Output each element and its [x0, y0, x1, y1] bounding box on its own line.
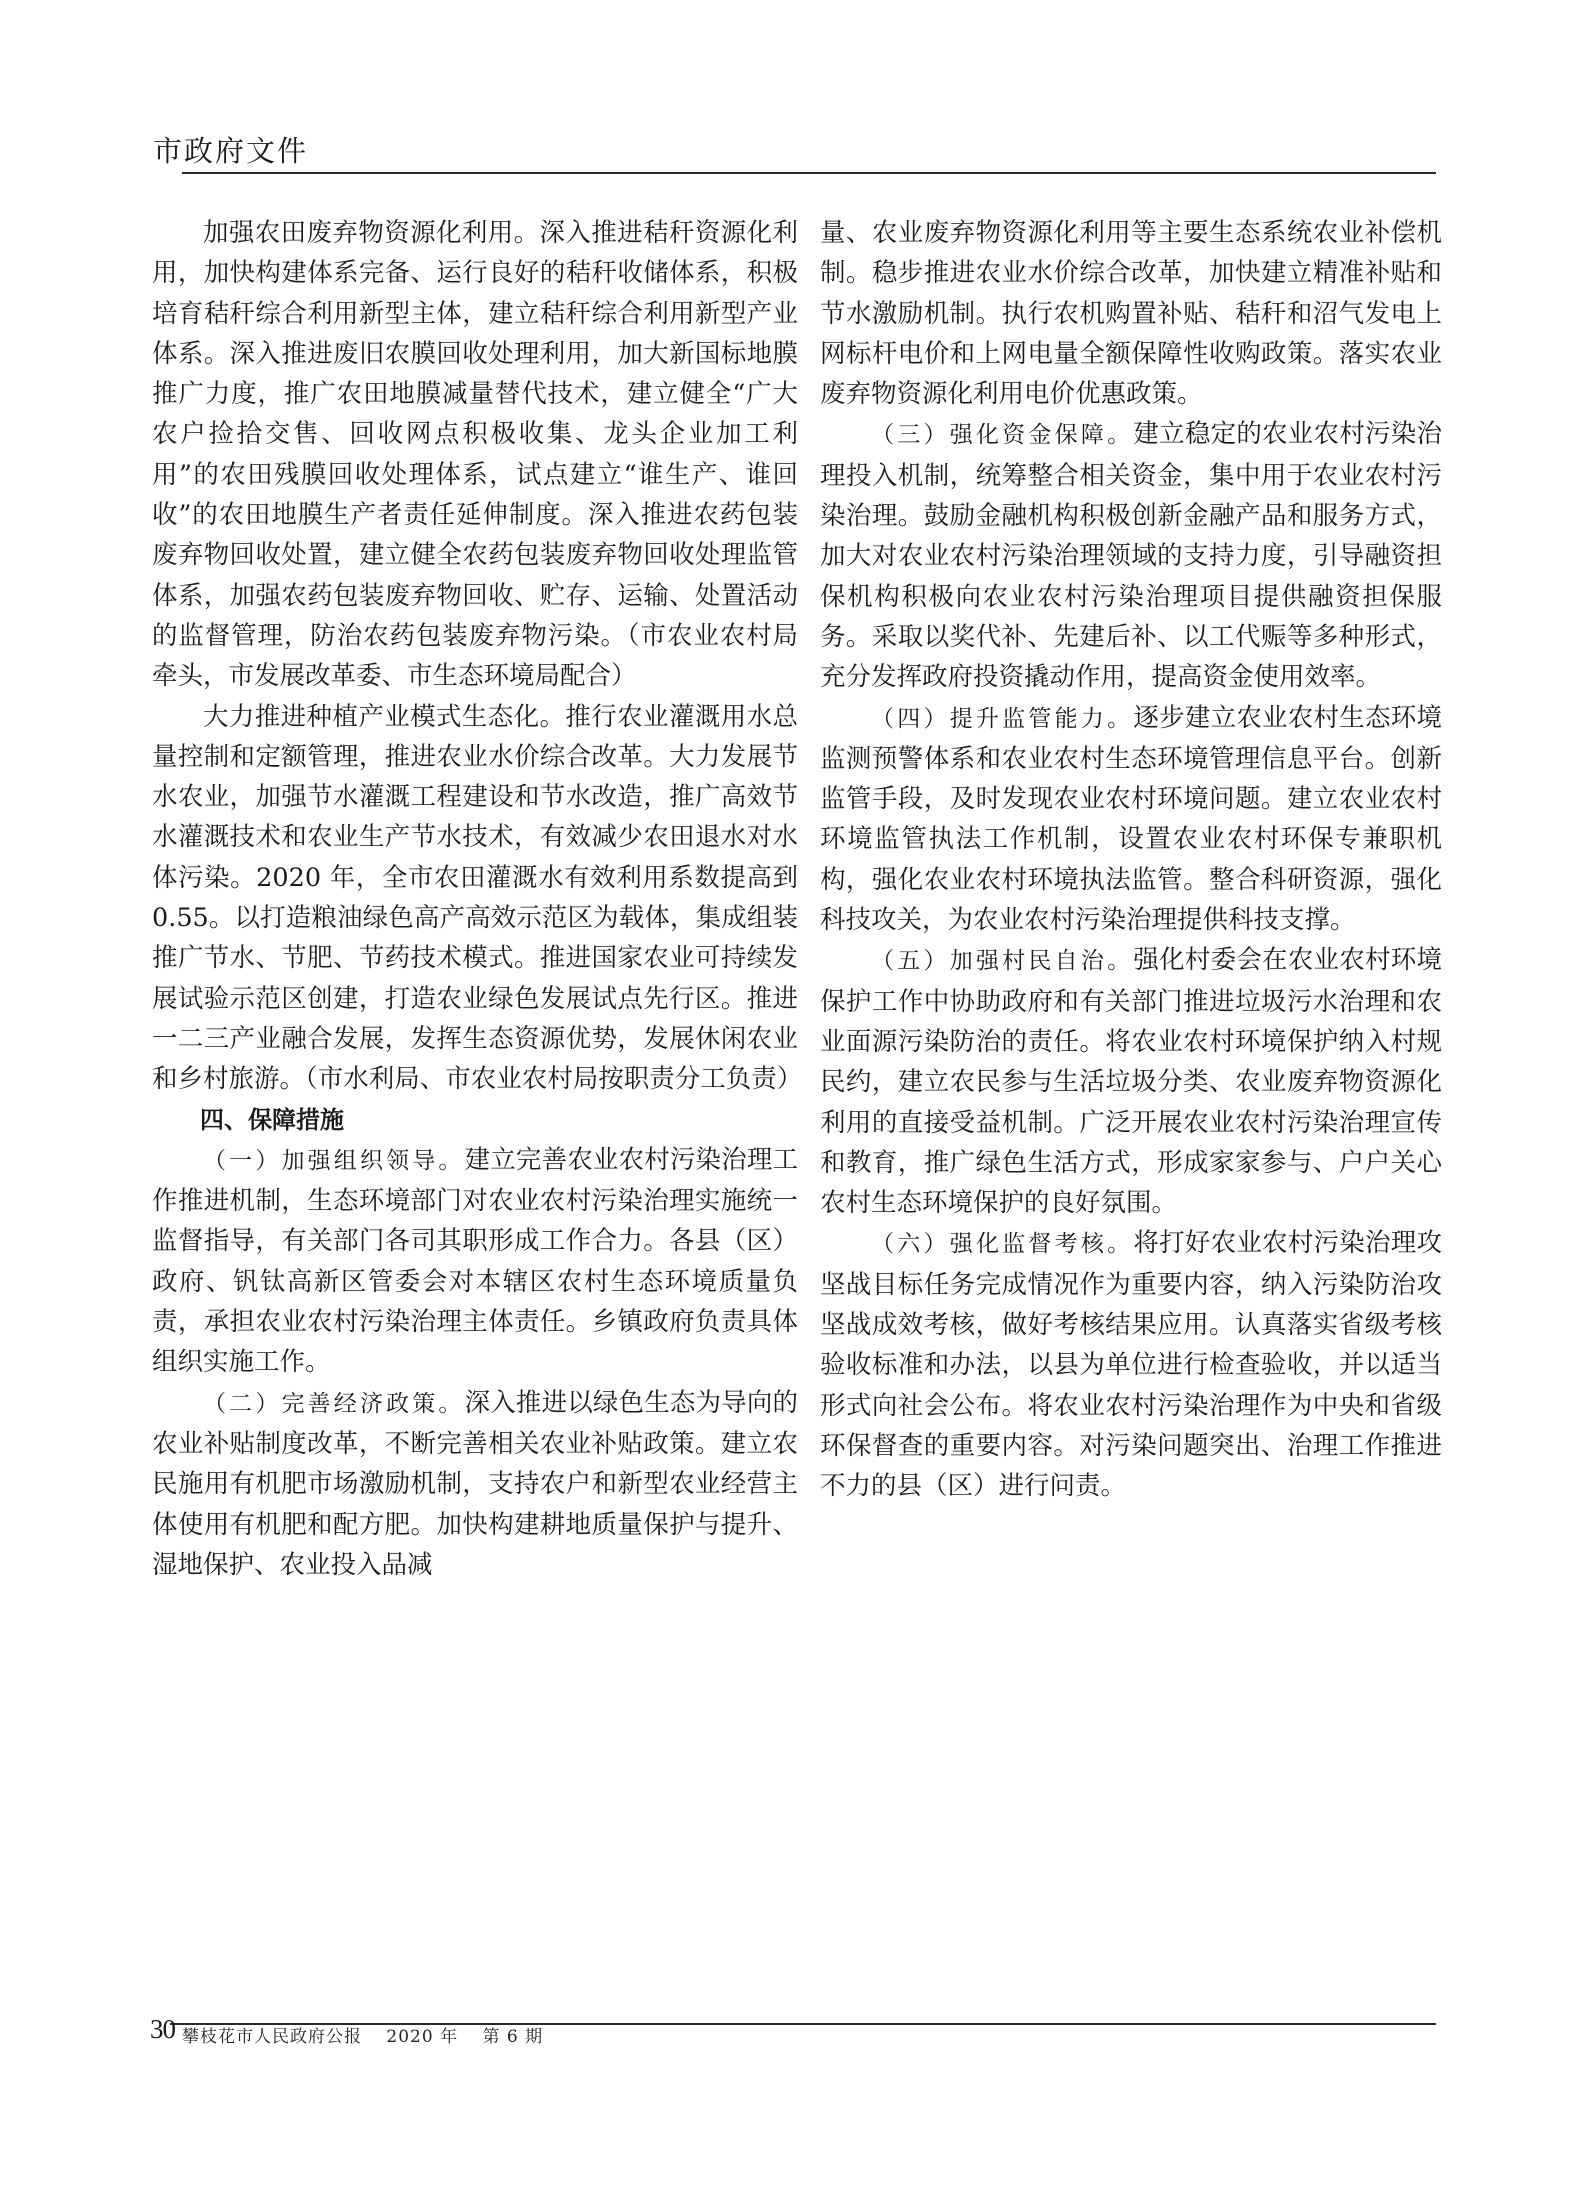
publication-name: 攀枝花市人民政府公报: [182, 2027, 362, 2047]
paragraph-farm-waste: 加强农田废弃物资源化利用。深入推进秸秆资源化利用，加快构建体系完备、运行良好的秸秆收储体系，积极培育秸秆综合利用新型主体，建立秸秆综合利用新型产业体系。深入推进废旧农膜回收处理利用，加大新国标地膜推广力度，推广农田地膜减量替代技术，建立健全“广大农户捡拾交售、回收网点积极收集、龙头企业加工利用”的农田残膜回收处理体系，试点建立“谁生产、谁回收”的农田地膜生产者责任延伸制度。深入推进农药包装废弃物回收处置，建立健全农药包装废弃物回收处理监管体系，加强农药包装废弃物回收、贮存、运输、处置活动的监督管理，防治农药包装废弃物污染。（市农业农村局牵头，市发展改革委、市生态环境局配合）: [152, 218, 798, 692]
right-column: [820, 213, 1442, 1507]
section-heading-safeguards: 四、保障措施: [200, 1105, 344, 1134]
measure-1: [152, 1140, 798, 1383]
measure-3: [820, 414, 1442, 697]
running-head-section-title: 市政府文件: [153, 134, 309, 168]
paragraph-planting-ecology: 大力推进种植产业模式生态化。推行农业灌溉用水总量控制和定额管理，推进农业水价综合改革。大力发展节水农业，加强节水灌溉工程建设和节水改造，推广高效节水灌溉技术和农业生产节水技术，有效减少农田退水对水体污染。2020 年，全市农田灌溉水有效利用系数提高到 0.55。以打造粮油绿色高产高效示范区为载体，集成组装推广节水、节肥、节药技术模式。推进国家农业可持续发展试验示范区创建，打造农业绿色发展试点先行区。推进一二三产业融合发展，发挥生态资源优势，发展休闲农业和乡村旅游。（市水利局、市农业农村局按职责分工负责）: [152, 701, 803, 1095]
measure-3-text: 建立稳定的农业农村污染治理投入机制，统筹整合相关资金，集中用于农业农村污染治理。鼓励金融机构积极创新金融产品和服务方式，加大对农业农村污染治理领域的支持力度，引导融资担保机构积极向农业农村污染治理项目提供融资担保服务。采取以奖代补、先建后补、以工代赈等多种形式，充分发挥政府投资撬动作用，提高资金使用效率。: [820, 419, 1442, 693]
measure-1-lead: （一）加强组织领导。: [203, 1147, 465, 1174]
measure-2-text: 深入推进以绿色生态为导向的农业补贴制度改革，不断完善相关农业补贴政策。建立农民施用有机肥市场激励机制，支持农户和新型农业经营主体使用有机肥和配方肥。加快构建耕地质量保护与提升、湿地保护、农业投入品减: [152, 1387, 798, 1580]
measure-5: [820, 940, 1442, 1223]
publication-year: 2020 年: [386, 2027, 459, 2047]
measure-5-lead: （五）加强村民自治。: [871, 948, 1134, 975]
header-rule: [182, 172, 1436, 174]
measure-4-lead: （四）提升监管能力。: [871, 705, 1134, 732]
footer-publication-info: [182, 2022, 561, 2047]
measure-1-text: 建立完善农业农村污染治理工作推进机制，生态环境部门对农业农村污染治理实施统一监督指导，有关部门各司其职形成工作合力。各县（区）政府、钒钛高新区管委会对本辖区农村生态环境质量负责，承担农业农村污染治理主体责任。乡镇政府负责具体组织实施工作。: [152, 1144, 798, 1378]
publication-issue: 第 6 期: [482, 2027, 544, 2047]
measure-6-text: 将打好农业农村污染治理攻坚战目标任务完成情况作为重要内容，纳入污染防治攻坚战成效考核，做好考核结果应用。认真落实省级考核验收标准和办法，以县为单位进行检查验收，并以适当形式向社会公布。将农业农村污染治理作为中央和省级环保督查的重要内容。对污染问题突出、治理工作推进不力的县（区）进行问责。: [820, 1228, 1442, 1502]
measure-5-text: 强化村委会在农业农村环境保护工作中协助政府和有关部门推进垃圾污水治理和农业面源污染防治的责任。将农业农村环境保护纳入村规民约，建立农民参与生活垃圾分类、农业废弃物资源化利用的直接受益机制。广泛开展农业农村污染治理宣传和教育，推广绿色生活方式，形成家家参与、户户关心农村生态环境保护的良好氛围。: [820, 945, 1442, 1219]
measure-3-lead: （三）强化资金保障。: [871, 422, 1134, 449]
measure-4-text: 逐步建立农业农村生态环境监测预警体系和农业农村生态环境管理信息平台。创新监管手段，及时发现农业农村环境问题。建立农业农村环境监管执法工作机制，设置农业农村环保专兼职机构，强化农业农村环境执法监管。整合科研资源，强化科技攻关，为农业农村污染治理提供科技支撑。: [820, 702, 1442, 936]
left-column: [152, 213, 803, 1585]
measure-4: [820, 698, 1442, 941]
measure-6: [820, 1223, 1442, 1506]
measure-6-lead: （六）强化监督考核。: [871, 1231, 1134, 1258]
page-number: 30: [150, 2014, 175, 2044]
measure-2: [152, 1383, 798, 1585]
measure-2-continuation: 量、农业废弃物资源化利用等主要生态系统农业补偿机制。稳步推进农业水价综合改革，加快建立精准补贴和节水激励机制。执行农机购置补贴、秸秆和沼气发电上网标杆电价和上网电量全额保障性收购政策。落实农业废弃物资源化利用电价优惠政策。: [820, 218, 1442, 410]
measure-2-lead: （二）完善经济政策。: [203, 1390, 465, 1417]
